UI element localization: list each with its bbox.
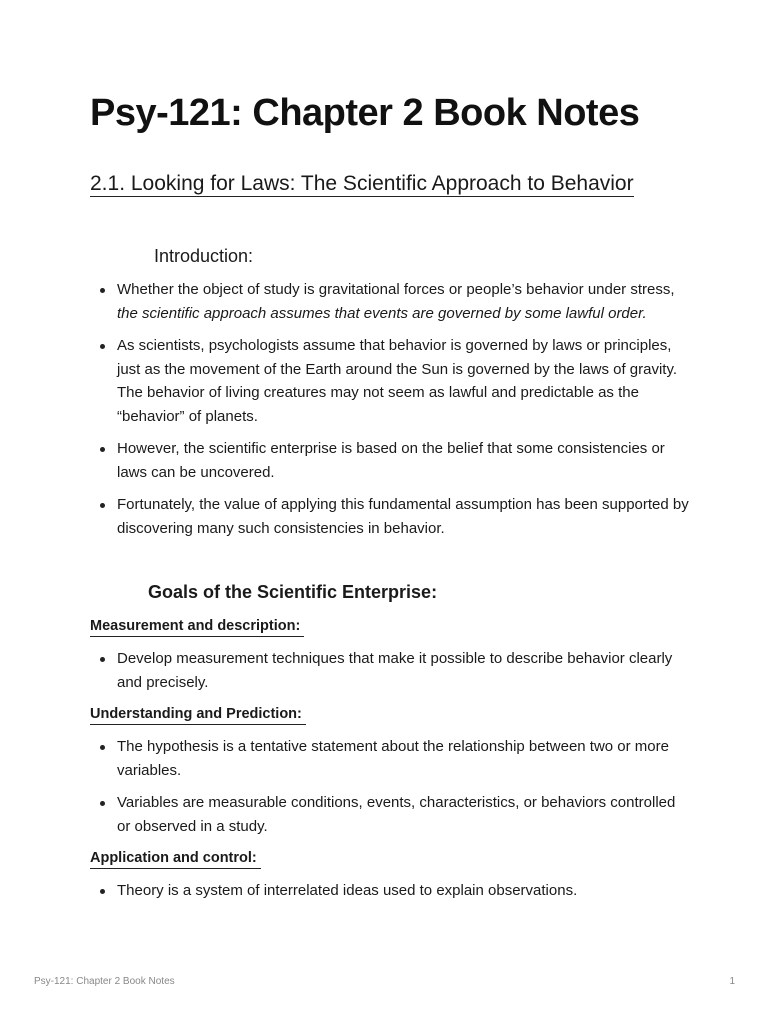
list-item: The hypothesis is a tentative statement about the relationship between two or more variables. bbox=[90, 735, 690, 782]
introduction-list bbox=[90, 278, 690, 549]
list-item-text: Whether the object of study is gravitational forces or people’s behavior under stress, bbox=[117, 281, 675, 298]
understanding-subheading bbox=[90, 706, 306, 722]
list-item: Variables are measurable conditions, events, characteristics, or behaviors controlled or observed in a study. bbox=[90, 791, 690, 838]
list-item: However, the scientific enterprise is based on the belief that some consistencies or laws can be uncovered. bbox=[90, 437, 690, 484]
list-item: Fortunately, the value of applying this fundamental assumption has been supported by discovering many such consistencies in behavior. bbox=[90, 493, 690, 540]
page-title: Psy-121: Chapter 2 Book Notes bbox=[90, 92, 640, 134]
list-item: Theory is a system of interrelated ideas used to explain observations. bbox=[90, 879, 690, 903]
application-list bbox=[90, 879, 690, 912]
goals-heading: Goals of the Scientific Enterprise: bbox=[148, 582, 438, 602]
understanding-list bbox=[90, 735, 690, 847]
measurement-subheading-text: Measurement and description: bbox=[90, 618, 304, 637]
measurement-list bbox=[90, 647, 690, 703]
list-item: Develop measurement techniques that make it possible to describe behavior clearly and precisely. bbox=[90, 647, 690, 694]
page-footer: Psy-121: Chapter 2 Book Notes bbox=[34, 976, 175, 987]
list-item bbox=[90, 278, 690, 325]
list-item: As scientists, psychologists assume that behavior is governed by laws or principles, just as the movement of the Earth around the Sun is governed by the laws of gravity. The behavior of living creatures may not seem as lawful and predictable as the “behavior” of planets. bbox=[90, 334, 690, 428]
section-heading bbox=[90, 170, 650, 198]
section-heading-text: 2.1. Looking for Laws: The Scientific Approach to Behavior bbox=[90, 172, 634, 195]
introduction-heading: Introduction: bbox=[154, 246, 254, 266]
measurement-subheading bbox=[90, 618, 304, 634]
list-item-emphasis: the scientific approach assumes that events are governed by some lawful order. bbox=[117, 304, 647, 322]
page-number: 1 bbox=[729, 976, 735, 987]
application-subheading-text: Application and control: bbox=[90, 850, 261, 869]
application-subheading bbox=[90, 850, 261, 866]
understanding-subheading-text: Understanding and Prediction: bbox=[90, 706, 306, 725]
